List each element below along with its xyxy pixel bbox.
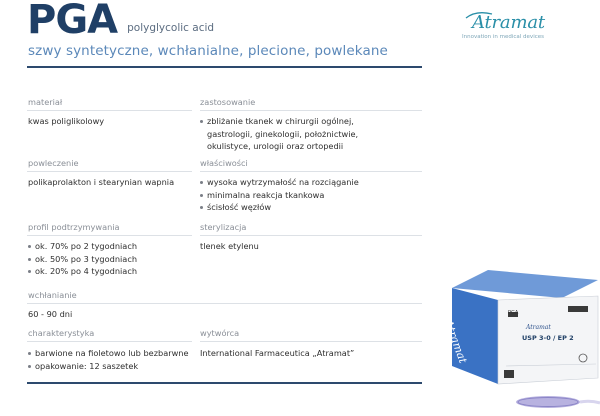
product-title: PGA <box>27 0 118 43</box>
sterylizacja-value: tlenek etylenu <box>200 241 259 251</box>
box-brand: Atramat <box>441 318 470 366</box>
product-subtitle: szwy syntetyczne, wchłanialne, plecione, powlekane <box>28 43 388 59</box>
list-item-continued: gastrologii, ginekologii, położnictwie, <box>207 128 359 139</box>
profil-label: profil podtrzymywania <box>28 222 120 232</box>
divider <box>27 303 422 304</box>
atramat-logo <box>452 8 562 44</box>
wchlanianie-label: wchłanianie <box>28 290 77 300</box>
top-rule <box>27 66 422 68</box>
list-item: opakowanie: 12 saszetek <box>28 360 189 373</box>
list-item-continued: okulistyce, urologii oraz ortopedii <box>207 141 344 151</box>
divider <box>200 171 422 172</box>
box-code: PGA <box>508 310 519 316</box>
charakterystyka-label: charakterystyka <box>28 328 95 338</box>
charakterystyka-list <box>28 347 189 372</box>
divider <box>27 110 192 111</box>
list-item: zbliżanie tkanek w chirurgii ogólnej, <box>200 115 358 128</box>
divider <box>27 171 192 172</box>
divider <box>200 341 422 342</box>
divider <box>200 110 422 111</box>
wlasciwosci-list <box>200 176 359 214</box>
box-size: USP 3-0 / EP 2 <box>522 334 574 342</box>
wytworca-label: wytwórca <box>200 328 240 338</box>
box-small-brand: Atramat <box>526 324 551 331</box>
divider <box>200 235 422 236</box>
logo-tagline: Innovation in medical devices <box>462 34 544 40</box>
divider <box>27 341 192 342</box>
powleczenie-value: polikaprolakton i stearynian wapnia <box>28 177 175 187</box>
zastosowanie-list <box>200 115 358 153</box>
wchlanianie-value: 60 - 90 dni <box>28 309 73 319</box>
wytworca-value: International Farmaceutica „Atramat” <box>200 348 355 358</box>
list-item: ścisłość węzłów <box>200 201 359 214</box>
sterylizacja-label: sterylizacja <box>200 222 247 232</box>
product-box-image <box>441 266 600 412</box>
logo-wordmark: Atramat <box>472 12 545 33</box>
list-item: ok. 20% po 4 tygodniach <box>28 265 137 278</box>
list-item: minimalna reakcja tkankowa <box>200 189 359 202</box>
product-title-sub: polyglycolic acid <box>127 22 215 34</box>
material-label: materiał <box>28 97 63 107</box>
wlasciwosci-label: właściwości <box>200 158 248 168</box>
list-item: ok. 50% po 3 tygodniach <box>28 253 137 266</box>
list-item: wysoka wytrzymałość na rozciąganie <box>200 176 359 189</box>
powleczenie-label: powleczenie <box>28 158 79 168</box>
title-row <box>27 0 215 43</box>
bottom-rule <box>27 382 422 384</box>
zastosowanie-label: zastosowanie <box>200 97 256 107</box>
list-item: barwione na fioletowo lub bezbarwne <box>28 347 189 360</box>
divider <box>27 235 192 236</box>
material-value: kwas poliglikolowy <box>28 116 105 126</box>
profil-list <box>28 240 137 278</box>
list-item: ok. 70% po 2 tygodniach <box>28 240 137 253</box>
